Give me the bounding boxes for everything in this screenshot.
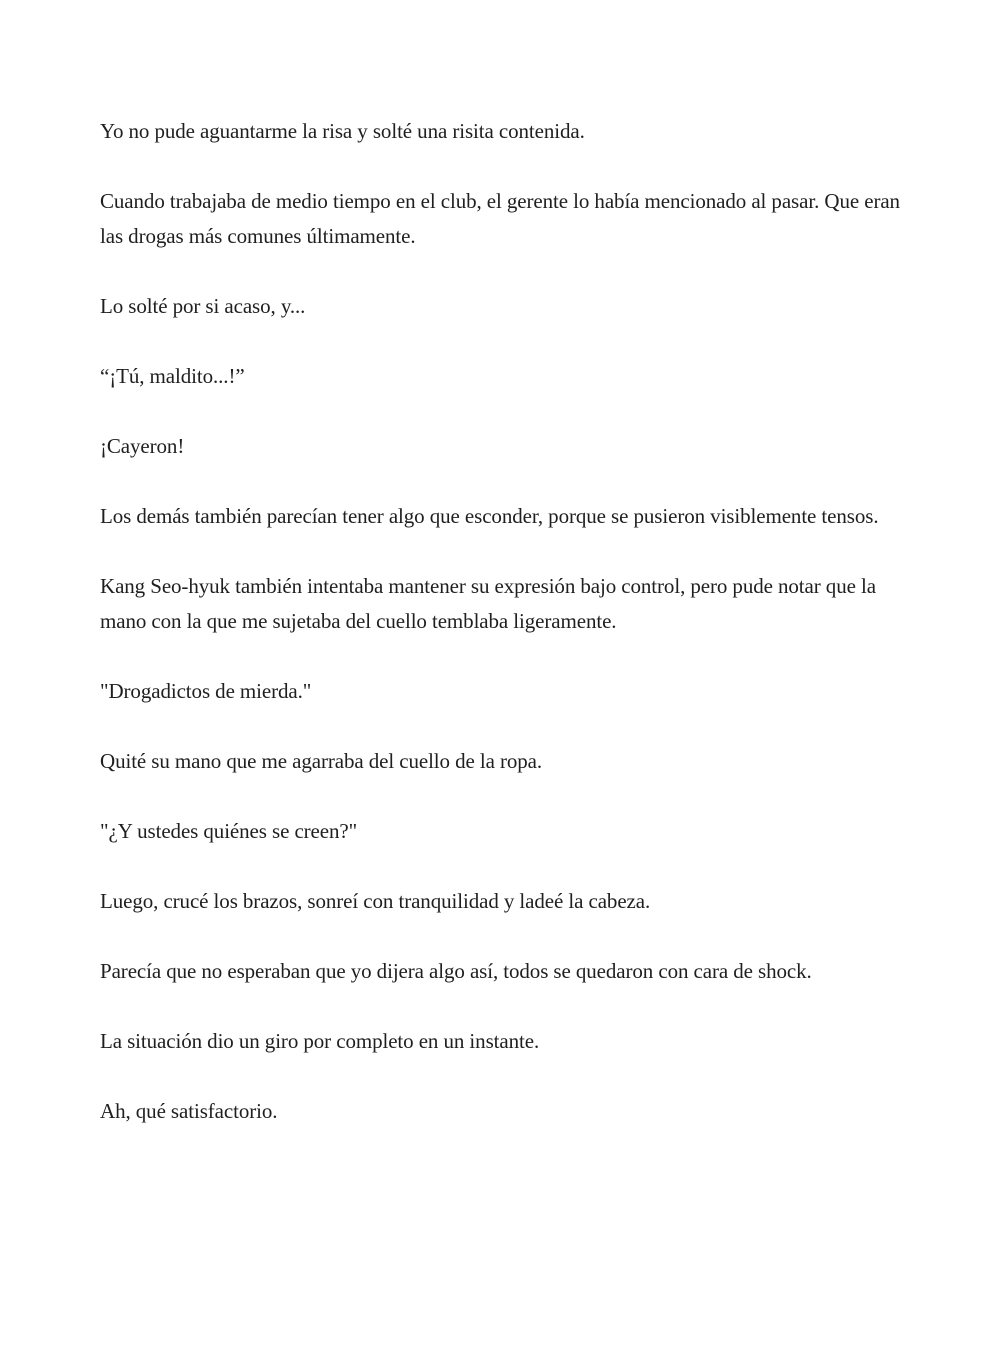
paragraph-6: Los demás también parecían tener algo que esconder, porque se pusieron visiblemente tensos. xyxy=(100,504,879,528)
document-body xyxy=(100,114,900,1164)
paragraph-13: La situación dio un giro por completo en un instante. xyxy=(100,1029,540,1053)
paragraph-1: Yo no pude aguantarme la risa y solté una risita contenida. xyxy=(100,119,585,143)
paragraph-14: Ah, qué satisfactorio. xyxy=(100,1099,278,1123)
paragraph-7: Kang Seo-hyuk también intentaba mantener su expresión bajo control, pero pude notar que la mano con la que me sujetaba del cuello temblaba ligeramente. xyxy=(100,574,876,633)
paragraph-8: "Drogadictos de mierda." xyxy=(100,679,312,703)
paragraph-4: “¡Tú, maldito...!” xyxy=(100,364,245,388)
paragraph-12: Parecía que no esperaban que yo dijera algo así, todos se quedaron con cara de shock. xyxy=(100,959,812,983)
paragraph-9: Quité su mano que me agarraba del cuello de la ropa. xyxy=(100,749,543,773)
paragraph-11: Luego, crucé los brazos, sonreí con tranquilidad y ladeé la cabeza. xyxy=(100,889,651,913)
paragraph-5: ¡Cayeron! xyxy=(100,434,185,458)
paragraph-2: Cuando trabajaba de medio tiempo en el club, el gerente lo había mencionado al pasar. Que eran las drogas más comunes últimamente. xyxy=(100,189,900,248)
paragraph-3: Lo solté por si acaso, y... xyxy=(100,294,306,318)
paragraph-10: "¿Y ustedes quiénes se creen?" xyxy=(100,819,358,843)
